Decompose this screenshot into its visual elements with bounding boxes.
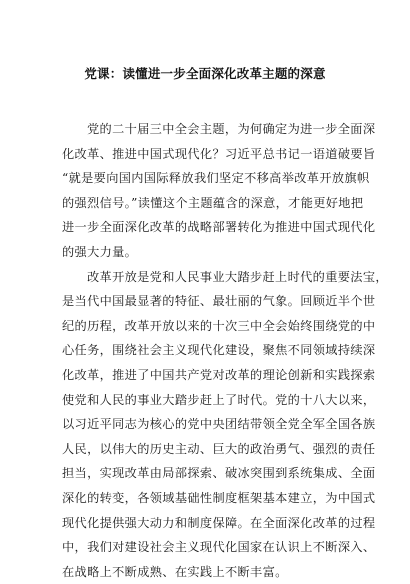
paragraph-2-line: 在战略上不断成熟、在实践上不断丰富。 <box>62 564 288 579</box>
paragraph-2-line: 现代化提供强大动力和制度保障。在全面深化改革的过程 <box>62 515 376 530</box>
paragraph-2-line: 以习近平同志为核心的党中央团结带领全党全军全国各族 <box>62 417 376 432</box>
paragraph-1-line: 的强烈信号。”读懂这个主题蕴含的深意，才能更好地把 <box>62 195 364 210</box>
paragraph-2-line: 心任务，围绕社会主义现代化建设，聚焦不同领域持续深 <box>62 343 376 358</box>
paragraph-2-line: 人民，以伟大的历史主动、巨大的政治勇气、强烈的责任 <box>62 441 376 456</box>
paragraph-1-line: 的强大力量。 <box>62 244 138 259</box>
paragraph-1-line: 化改革、推进中国式现代化？习近平总书记一语道破要旨 <box>62 146 376 161</box>
paragraph-2-line: 纪的历程，改革开放以来的十次三中全会始终围绕党的中 <box>62 318 376 333</box>
paragraph-1-line: 进一步全面深化改革的战略部署转化为推进中国式现代化 <box>62 220 376 235</box>
paragraph-2-line: 化改革，推进了中国共产党对改革的理论创新和实践探索 <box>62 367 376 382</box>
paragraph-2-line: 担当，实现改革由局部探索、破冰突围到系统集成、全面 <box>62 466 376 481</box>
paragraph-1-line: “就是要向国内国际释放我们坚定不移高举改革开放旗帜 <box>62 171 370 186</box>
paragraph-2-line: 深化的转变，各领域基础性制度框架基本建立，为中国式 <box>62 490 376 505</box>
document-body <box>62 117 388 584</box>
paragraph-2-line: 使党和人民的事业大踏步赶上了时代。党的十八大以来， <box>62 392 376 407</box>
paragraph-2-line: 是当代中国最显著的特征、最壮丽的气象。回顾近半个世 <box>62 294 376 309</box>
paragraph-1-line: 党的二十届三中全会主题，为何确定为进一步全面深 <box>87 122 376 136</box>
paragraph-2-line: 中，我们对建设社会主义现代化国家在认识上不断深入、 <box>62 540 376 555</box>
document-title: 党课：读懂进一步全面深化改革主题的深意 <box>84 66 326 81</box>
paragraph-2-line: 改革开放是党和人民事业大踏步赶上时代的重要法宝， <box>87 269 388 284</box>
